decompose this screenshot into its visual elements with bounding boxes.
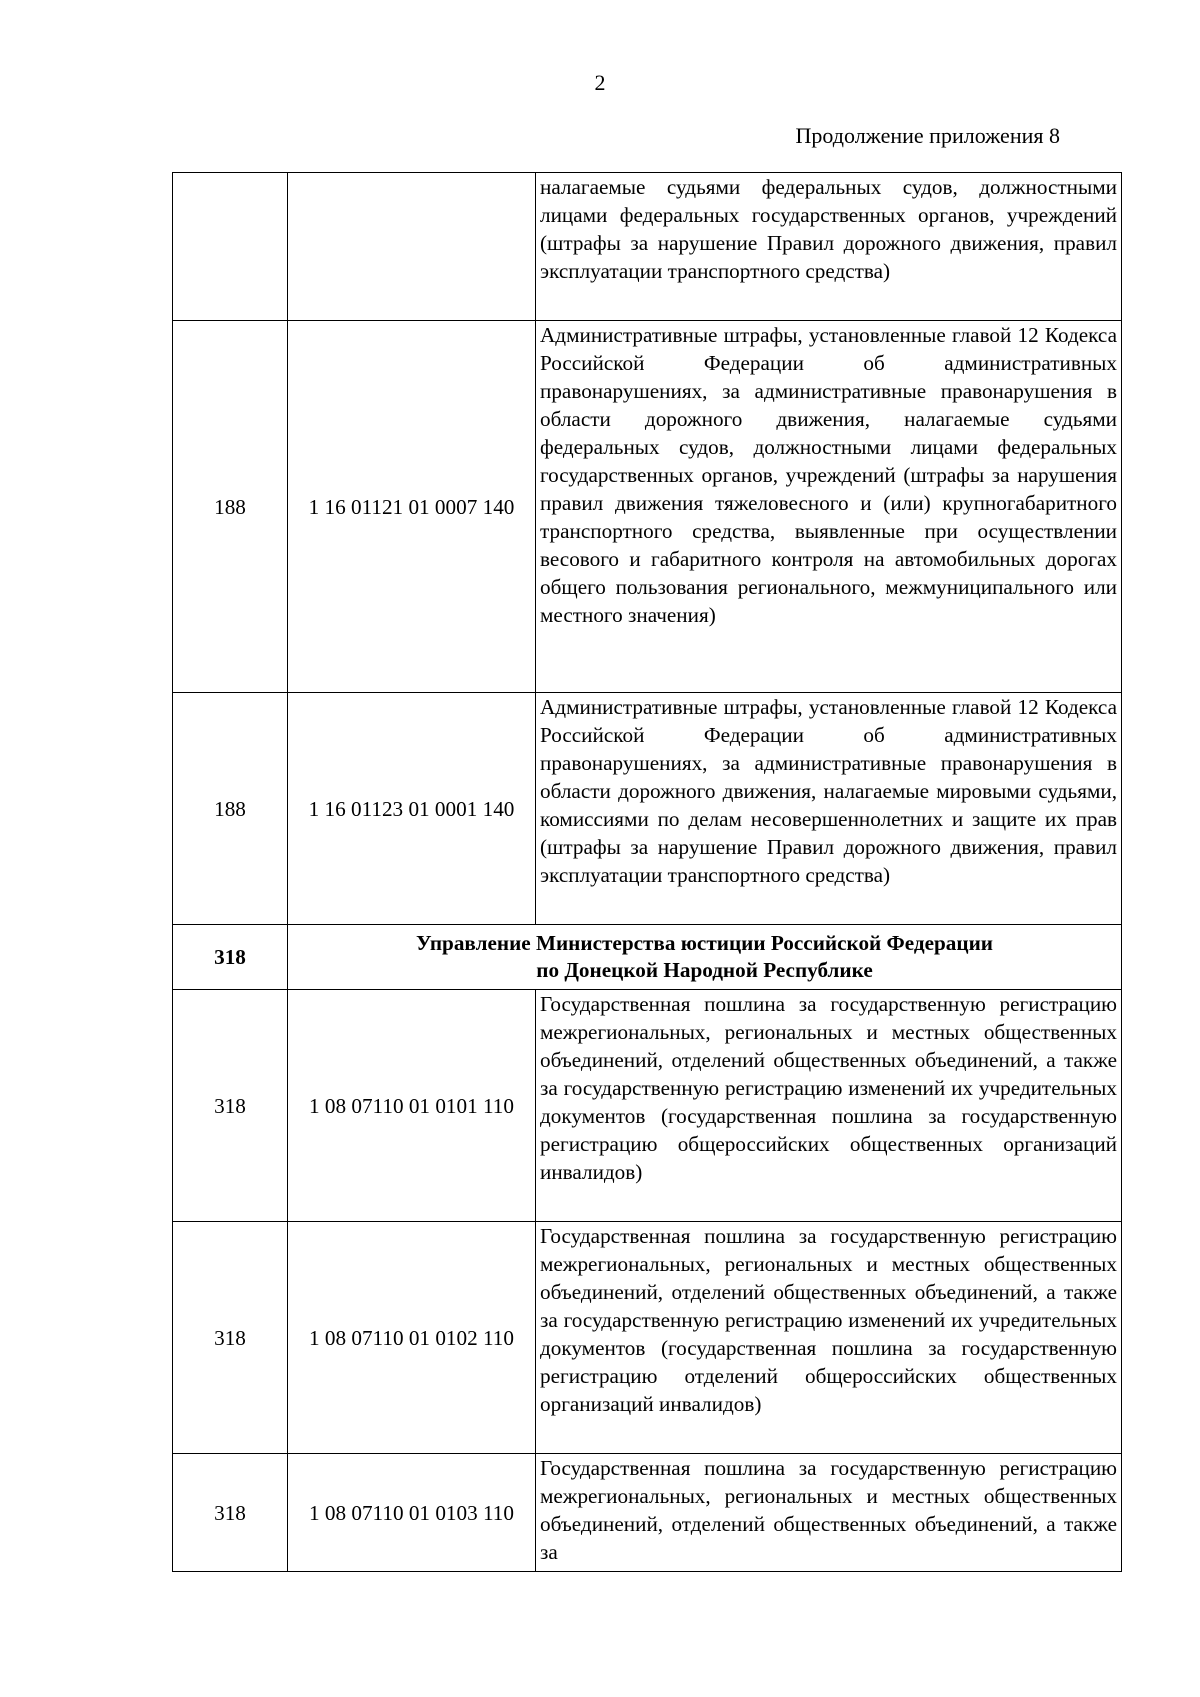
section-title-line-1: Управление Министерства юстиции Российской Федерации <box>416 931 993 955</box>
admin-code-cell: 188 <box>173 693 288 925</box>
admin-code-cell: 318 <box>173 1222 288 1454</box>
admin-code-cell: 188 <box>173 321 288 693</box>
section-code-cell: 318 <box>173 925 288 990</box>
description-cell: Государственная пошлина за государственную регистрацию межрегиональных, региональных и местных общественных объединений, отделений общественных объединений, а также за <box>536 1454 1122 1572</box>
table-row <box>173 990 1122 1222</box>
description-cell: налагаемые судьями федеральных судов, должностными лицами федеральных государственных органов, учреждений (штрафы за нарушение Правил дорожного движения, правил эксплуатации транспортного средства) <box>536 173 1122 321</box>
section-header-row <box>173 925 1122 990</box>
description-cell: Административные штрафы, установленные главой 12 Кодекса Российской Федерации об административных правонарушениях, за административные правонарушения в области дорожного движения, налагаемые судьями федеральных судов, должностными лицами федеральных государственных органов, учреждений (штрафы за нарушения правил движения тяжеловесного и (или) крупногабаритного транспортного средства, выявленные при осуществлении весового и габаритного контроля на автомобильных дорогах общего пользования регионального, межмуниципального или местного значения) <box>536 321 1122 693</box>
kbk-cell: 1 08 07110 01 0103 110 <box>288 1454 536 1572</box>
admin-code-cell: 318 <box>173 990 288 1222</box>
kbk-cell: 1 08 07110 01 0102 110 <box>288 1222 536 1454</box>
kbk-cell <box>288 173 536 321</box>
description-cell: Государственная пошлина за государственную регистрацию межрегиональных, региональных и местных общественных объединений, отделений общественных объединений, а также за государственную регистрацию изменений их учредительных документов (государственная пошлина за государственную регистрацию отделений общероссийских общественных организаций инвалидов) <box>536 1222 1122 1454</box>
table-row <box>173 1454 1122 1572</box>
table-row <box>173 321 1122 693</box>
budget-codes-table <box>172 172 1122 1572</box>
page-number: 2 <box>594 70 606 95</box>
admin-code-cell: 318 <box>173 1454 288 1572</box>
section-title-line-2: по Донецкой Народной Республике <box>536 958 873 982</box>
kbk-cell: 1 16 01123 01 0001 140 <box>288 693 536 925</box>
kbk-cell: 1 08 07110 01 0101 110 <box>288 990 536 1222</box>
continuation-label: Продолжение приложения 8 <box>795 123 1060 148</box>
section-title-cell <box>288 925 1122 990</box>
table-row <box>173 693 1122 925</box>
description-cell: Государственная пошлина за государственную регистрацию межрегиональных, региональных и местных общественных объединений, отделений общественных объединений, а также за государственную регистрацию изменений их учредительных документов (государственная пошлина за государственную регистрацию общероссийских общественных организаций инвалидов) <box>536 990 1122 1222</box>
kbk-cell: 1 16 01121 01 0007 140 <box>288 321 536 693</box>
table-row <box>173 173 1122 321</box>
admin-code-cell <box>173 173 288 321</box>
table-row <box>173 1222 1122 1454</box>
description-cell: Административные штрафы, установленные главой 12 Кодекса Российской Федерации об административных правонарушениях, за административные правонарушения в области дорожного движения, налагаемые мировыми судьями, комиссиями по делам несовершеннолетних и защите их прав (штрафы за нарушение Правил дорожного движения, правил эксплуатации транспортного средства) <box>536 693 1122 925</box>
